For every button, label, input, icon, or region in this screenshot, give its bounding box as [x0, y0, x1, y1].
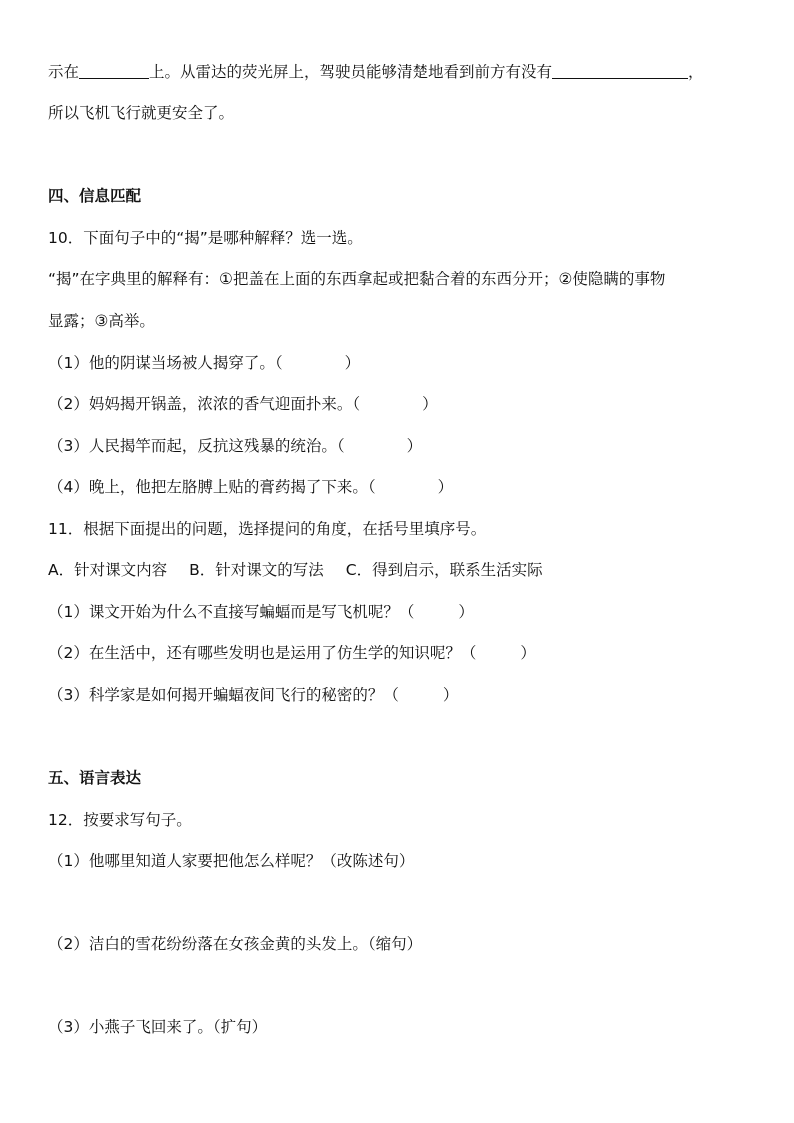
q10-definition-line-2: 显露；③高举。: [48, 312, 155, 330]
q11-item-3-text: （3）科学家是如何揭开蝙蝠夜间飞行的秘密的？（: [48, 686, 399, 704]
q12-prompt: 12．按要求写句子。: [48, 811, 192, 829]
q11-prompt: 11．根据下面提出的问题，选择提问的角度，在括号里填序号。: [48, 520, 487, 538]
answer-blank-1[interactable]: [79, 63, 149, 79]
answer-blank-2[interactable]: [552, 63, 688, 79]
q11-option-a: A．针对课文内容: [48, 561, 168, 579]
q12-item-2: （2）洁白的雪花纷纷落在女孩金黄的头发上。（缩句）: [48, 935, 423, 953]
q11-option-b: B．针对课文的写法: [189, 561, 324, 579]
q10-item-4-text: （4）晚上，他把左胳膊上贴的膏药揭了下来。（: [48, 478, 376, 496]
q10-item-2-text: （2）妈妈揭开锅盖，浓浓的香气迎面扑来。（: [48, 395, 361, 413]
q10-item-3-text: （3）人民揭竿而起，反抗这残暴的统治。（: [48, 437, 345, 455]
q11-item-1-close: ）: [458, 603, 474, 621]
q10-item-4: [48, 477, 746, 497]
q10-item-1-text: （1）他的阴谋当场被人揭穿了。（: [48, 354, 283, 372]
q11-option-c: C．得到启示，联系生活实际: [345, 561, 543, 579]
q11-item-3-close: ）: [442, 686, 459, 704]
q11-item-1-text: （1）课文开始为什么不直接写蝙蝠而是写飞机呢？（: [48, 603, 415, 621]
continuation-line-2: 所以飞机飞行就更安全了。: [48, 104, 235, 122]
q11-item-2: [48, 643, 746, 663]
q10-definition-line-1: “揭”在字典里的解释有：①把盖在上面的东西拿起或把黏合着的东西分开；②使隐瞒的事物: [48, 270, 666, 288]
line1-mid: 上。从雷达的荧光屏上，驾驶员能够清楚地看到前方有没有: [149, 63, 553, 81]
q10-item-4-close: ）: [437, 478, 454, 496]
line1-post: ，: [688, 63, 704, 81]
q11-item-1: [48, 602, 746, 622]
q11-item-2-text: （2）在生活中，还有哪些发明也是运用了仿生学的知识呢？（: [48, 644, 477, 662]
q10-prompt: 10．下面句子中的“揭”是哪种解释？选一选。: [48, 229, 363, 247]
q10-item-1: [48, 353, 746, 373]
q12-item-1: （1）他哪里知道人家要把他怎么样呢？（改陈述句）: [48, 852, 415, 870]
continuation-line-1: [48, 62, 746, 82]
q10-item-2: [48, 394, 746, 414]
q11-item-3: [48, 685, 746, 705]
q10-item-1-close: ）: [344, 354, 361, 372]
q11-options: [48, 560, 746, 580]
q10-item-3: [48, 436, 746, 456]
section-5-title: 五、语言表达: [48, 769, 142, 787]
q11-item-2-close: ）: [520, 644, 536, 662]
q12-item-3: （3）小燕子飞回来了。（扩句）: [48, 1018, 268, 1036]
q10-item-2-close: ）: [422, 395, 438, 413]
q10-item-3-close: ）: [406, 437, 423, 455]
line1-pre: 示在: [48, 63, 80, 81]
section-4-title: 四、信息匹配: [48, 187, 142, 205]
